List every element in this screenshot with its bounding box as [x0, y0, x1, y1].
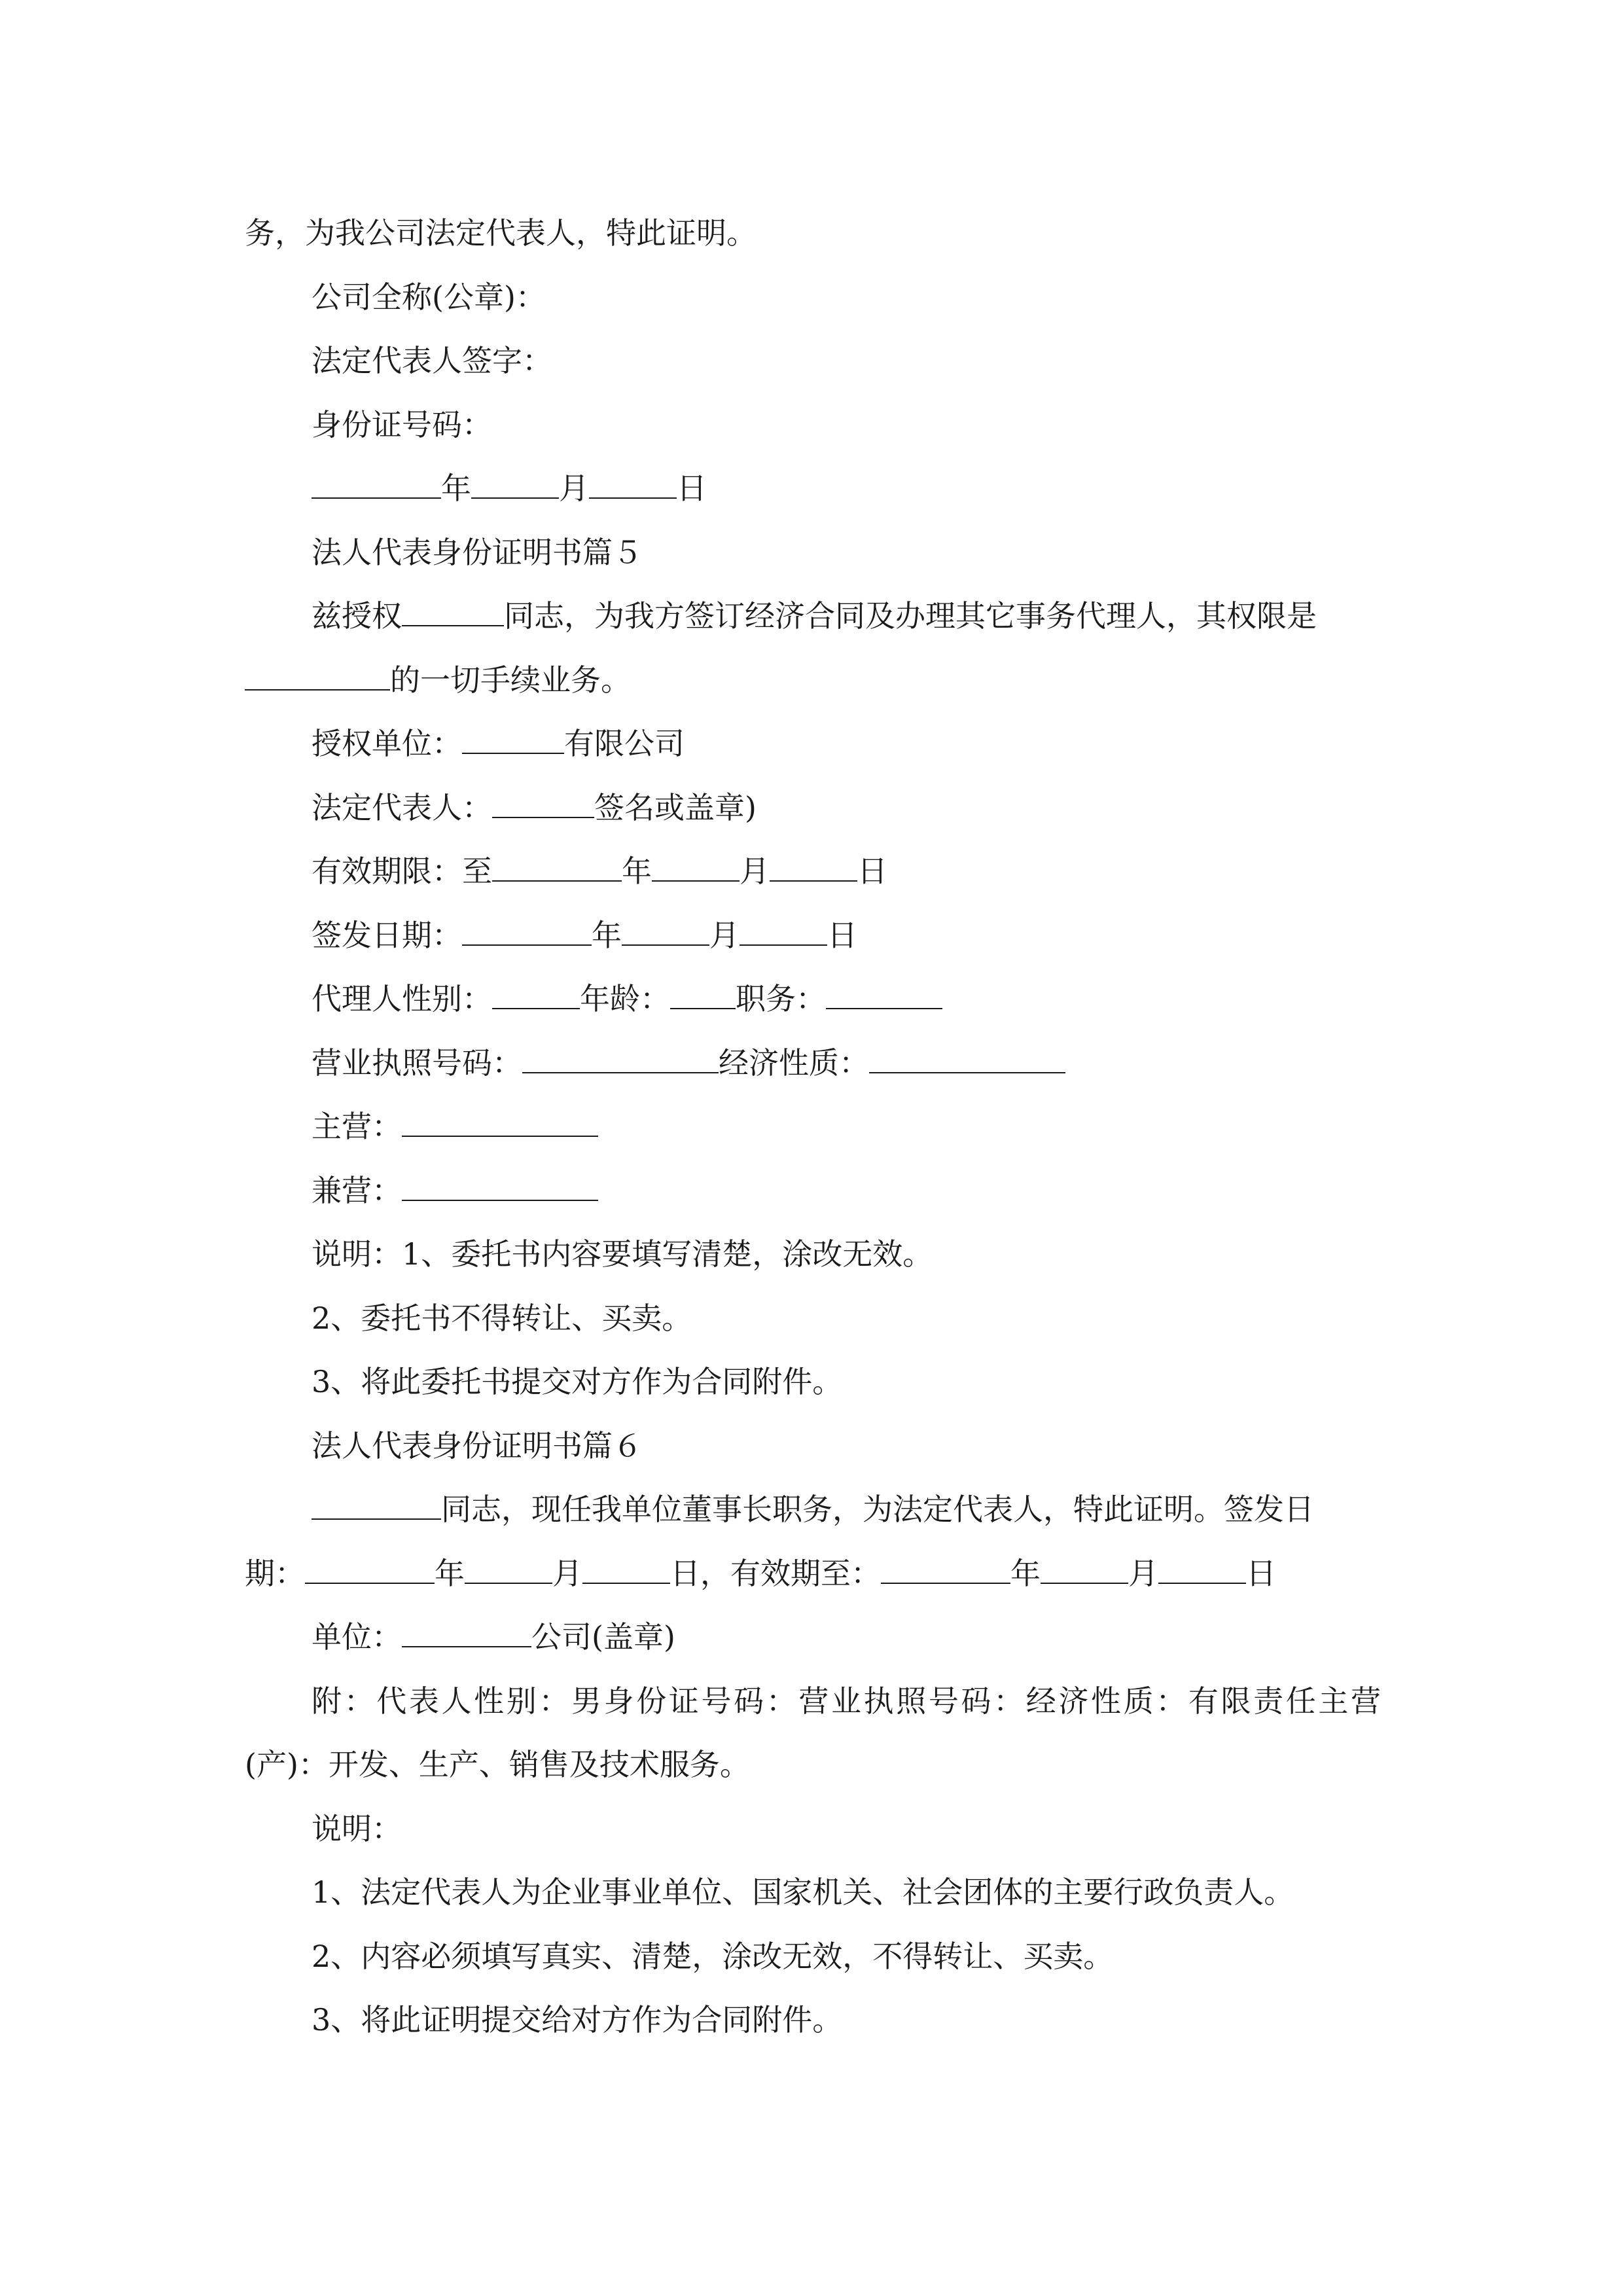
date-line: 年 月 日: [245, 457, 1381, 521]
gender-blank: [492, 978, 580, 1009]
id-number-line: 身份证号码：: [312, 406, 492, 442]
scope-blank: [245, 659, 390, 691]
legal-representative-line: 法定代表人： 签名或盖章): [245, 776, 1381, 840]
year-blank: [492, 850, 622, 882]
note-line-3: 3、将此委托书提交对方作为合同附件。: [312, 1364, 843, 1399]
authorizing-unit-line: 授权单位： 有限公司: [245, 712, 1381, 776]
main-business-line: 主营：: [245, 1095, 1381, 1159]
age-blank: [670, 978, 736, 1009]
month-blank: [622, 914, 709, 946]
name-blank: [312, 1488, 441, 1520]
company-name-line: 公司全称(公章)：: [312, 279, 546, 315]
year-blank: [881, 1552, 1010, 1584]
document-body: [245, 202, 1381, 2053]
month-blank: [471, 467, 559, 499]
side-business-blank: [402, 1170, 598, 1201]
issue-date-line: 签发日期： 年 月 日: [245, 904, 1381, 968]
month-blank: [652, 850, 740, 882]
authorization-line: 兹授权 同志，为我方签订经济合同及办理其它事务代理人，其权限是: [245, 584, 1381, 649]
representative-blank: [492, 787, 594, 818]
day-blank: [770, 850, 857, 882]
side-business-line: 兼营：: [245, 1159, 1381, 1223]
section-heading-5: 法人代表身份证明书篇５: [312, 534, 643, 570]
unit-blank: [462, 723, 564, 754]
paragraph-continuation: 务，为我公司法定代表人，特此证明。: [245, 215, 757, 251]
day-blank: [740, 914, 827, 946]
validity-line: 有效期限：至 年 月 日: [245, 840, 1381, 904]
nature-blank: [869, 1042, 1065, 1073]
main-business-blank: [402, 1105, 598, 1137]
unit-line: 单位： 公司(盖章): [245, 1605, 1381, 1670]
license-blank: [522, 1042, 719, 1073]
name-blank: [402, 595, 504, 626]
certification-line: 同志，现任我单位董事长职务，为法定代表人，特此证明。签发日: [245, 1478, 1381, 1542]
month-blank: [465, 1552, 552, 1584]
certification-date-line: 期： 年 月 日，有效期至： 年 月 日: [245, 1542, 1381, 1606]
position-blank: [826, 978, 942, 1009]
month-blank: [1041, 1552, 1128, 1584]
company-blank: [402, 1616, 531, 1647]
year-blank: [312, 467, 441, 499]
representative-signature-line: 法定代表人签字：: [312, 343, 552, 378]
explanation-item-2: 2、内容必须填写真实、清楚，涂改无效，不得转让、买卖。: [312, 1938, 1114, 1974]
explanation-item-1: 1、法定代表人为企业事业单位、国家机关、社会团体的主要行政负责人。: [312, 1874, 1294, 1910]
business-license-line: 营业执照号码： 经济性质：: [245, 1031, 1381, 1096]
year-blank: [462, 914, 592, 946]
appendix-paragraph: 附：代表人性别：男身份证号码：营业执照号码：经济性质：有限责任主营(产)：开发、生产、销售及技术服务。: [245, 1683, 1381, 1782]
year-blank: [305, 1552, 435, 1584]
section-heading-6: 法人代表身份证明书篇６: [312, 1427, 643, 1463]
explanation-item-3: 3、将此证明提交给对方作为合同附件。: [312, 2002, 843, 2037]
day-blank: [1158, 1552, 1246, 1584]
note-line-1: 说明：1、委托书内容要填写清楚，涂改无效。: [312, 1236, 933, 1272]
authorization-scope-line: 的一切手续业务。: [245, 649, 1381, 713]
explanation-heading: 说明：: [312, 1810, 402, 1846]
agent-info-line: 代理人性别： 年龄： 职务：: [245, 967, 1381, 1031]
note-line-2: 2、委托书不得转让、买卖。: [312, 1300, 692, 1336]
day-blank: [582, 1552, 670, 1584]
day-blank: [589, 467, 677, 499]
